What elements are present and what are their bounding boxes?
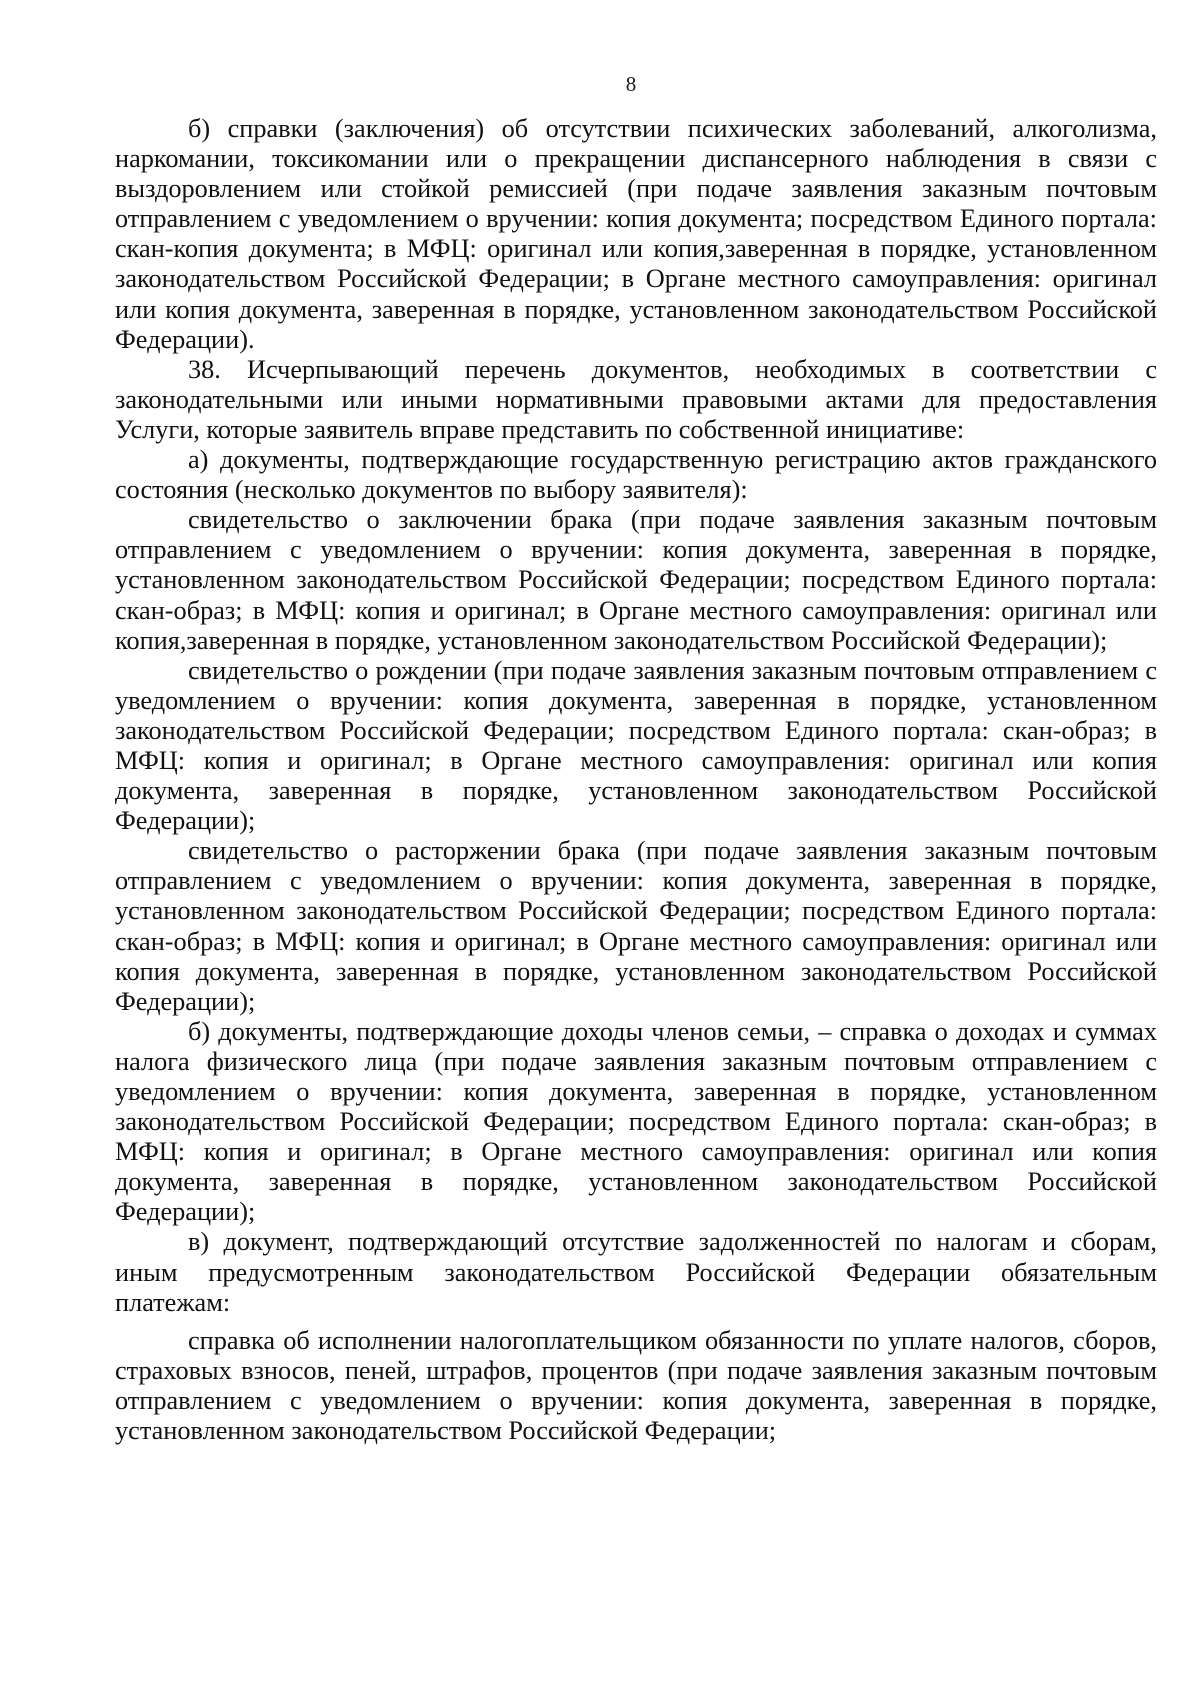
page-number: 8 [625,72,637,96]
paragraph-b-income-documents: б) документы, подтверждающие доходы членов семьи, – справка о доходах и суммах налога физического лица (при подаче заявления заказным почтовым отправлением с уведомлением о вручении: копия документа, заверенная в порядке, установленном законодательством Российской Федерации; посредством Единого портала: скан-образ; в МФЦ: копия и оригинал; в Органе местного самоуправления: оригинал или копия документа, заверенная в порядке, установленном законодательством Российской Федерации); [115,1016,1157,1227]
paragraph-b-mental-health-certificate: б) справки (заключения) об отсутствии психических заболеваний, алкоголизма, наркомании, токсикомании или о прекращении диспансерного наблюдения в связи с выздоровлением или стойкой ремиссией (при подаче заявления заказным почтовым отправлением с уведомлением о вручении: копия документа; посредством Единого портала: скан-копия документа; в МФЦ: оригинал или копия,заверенная в порядке, установленном законодательством Российской Федерации; в Органе местного самоуправления: оригинал или копия документа, заверенная в порядке, установленном законодательством Российской Федерации). [115,114,1157,354]
paragraph-marriage-certificate: свидетельство о заключении брака (при подаче заявления заказным почтовым отправлением с уведомлением о вручении: копия документа, заверенная в порядке, установленном законодательством Российской Федерации; посредством Единого портала: скан-образ; в МФЦ: копия и оригинал; в Органе местного самоуправления: оригинал или копия,заверенная в порядке, установленном законодательством Российской Федерации); [115,505,1157,655]
document-body [115,114,1157,1446]
paragraph-38-documents-list: 38. Исчерпывающий перечень документов, необходимых в соответствии с законодательными или иными нормативными правовыми актами для предоставления Услуги, которые заявитель вправе представить по собственной инициативе: [115,354,1157,444]
paragraph-a-civil-status-documents: а) документы, подтверждающие государственную регистрацию актов гражданского состояния (несколько документов по выбору заявителя): [115,445,1157,505]
paragraph-birth-certificate: свидетельство о рождении (при подаче заявления заказным почтовым отправлением с уведомлением о вручении: копия документа, заверенная в порядке, установленном законодательством Российской Федерации; посредством Единого портала: скан-образ; в МФЦ: копия и оригинал; в Органе местного самоуправления: оригинал или копия документа, заверенная в порядке, установленном законодательством Российской Федерации); [115,655,1157,836]
paragraph-tax-compliance-certificate: справка об исполнении налогоплательщиком обязанности по уплате налогов, сборов, страховых взносов, пеней, штрафов, процентов (при подаче заявления заказным почтовым отправлением с уведомлением о вручении: копия документа, заверенная в порядке, установленном законодательством Российской Федерации; [115,1325,1157,1446]
paragraph-divorce-certificate: свидетельство о расторжении брака (при подаче заявления заказным почтовым отправлением с уведомлением о вручении: копия документа, заверенная в порядке, установленном законодательством Российской Федерации; посредством Единого портала: скан-образ; в МФЦ: копия и оригинал; в Органе местного самоуправления: оригинал или копия документа, заверенная в порядке, установленном законодательством Российской Федерации); [115,836,1157,1016]
paragraph-v-tax-debt-document: в) документ, подтверждающий отсутствие задолженностей по налогам и сборам, иным предусмотренным законодательством Российской Федерации обязательным платежам: [115,1227,1157,1317]
